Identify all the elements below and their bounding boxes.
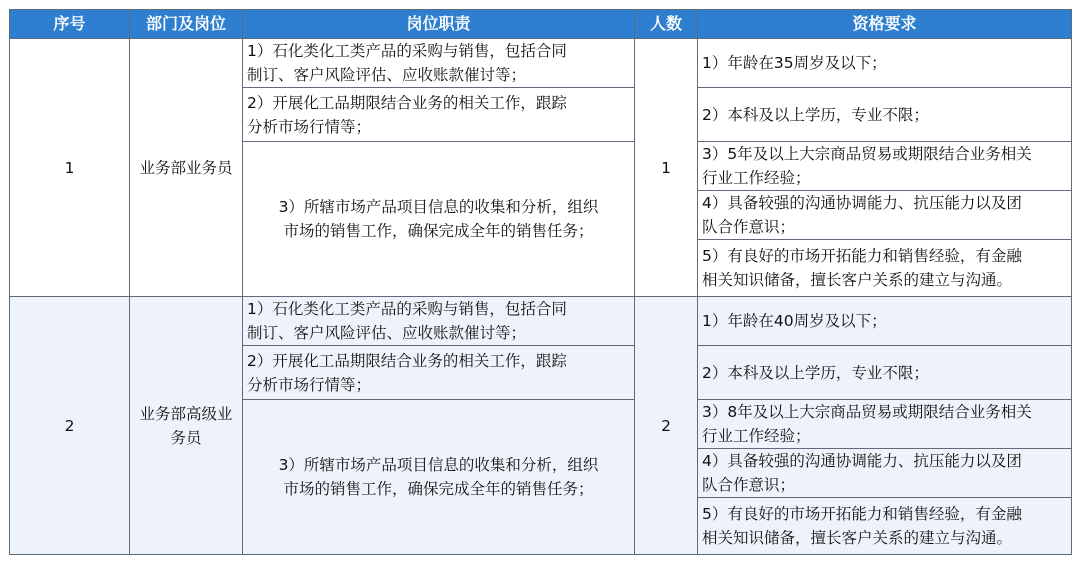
requirement-cell — [698, 240, 1072, 297]
requirement-line: 2）本科及以上学历，专业不限； — [702, 105, 929, 124]
duty-line: 1）石化类化工类产品的采购与销售，包括合同 — [247, 300, 567, 318]
duty-line: 制订、客户风险评估、应收账款催讨等； — [247, 66, 527, 84]
position-cell — [130, 297, 243, 555]
header-position: 部门及岗位 — [130, 10, 243, 39]
duty-line: 市场的销售工作，确保完成全年的销售任务； — [283, 480, 594, 498]
requirement-cell — [698, 449, 1072, 498]
duty-line: 2）开展化工品期限结合业务的相关工作，跟踪 — [247, 351, 567, 370]
requirement-line: 2）本科及以上学历，专业不限； — [702, 363, 929, 382]
requirement-cell — [698, 346, 1072, 400]
requirement-cell — [698, 297, 1072, 346]
requirement-line: 5）有良好的市场开拓能力和销售经验，有金融 — [702, 247, 1022, 265]
count-cell: 2 — [635, 297, 698, 555]
duty-cell — [243, 346, 635, 400]
seq-cell: 1 — [10, 39, 130, 297]
requirement-line: 队合作意识； — [702, 476, 796, 494]
seq-cell: 2 — [10, 297, 130, 555]
requirement-line: 相关知识储备，擅长客户关系的建立与沟通。 — [702, 529, 1013, 547]
position-line: 务员 — [170, 428, 202, 447]
requirement-line: 1）年龄在40周岁及以下； — [702, 312, 887, 330]
position-line: 业务部业务员 — [139, 158, 233, 177]
table-row — [10, 297, 1072, 346]
duty-cell — [243, 39, 635, 88]
header-count: 人数 — [635, 10, 698, 39]
duty-line: 分析市场行情等； — [247, 375, 372, 394]
duty-cell — [243, 400, 635, 555]
header-duties: 岗位职责 — [243, 10, 635, 39]
job-requirements-table — [9, 9, 1072, 555]
position-line: 业务部高级业 — [139, 404, 233, 423]
requirement-line: 4）具备较强的沟通协调能力、抗压能力以及团 — [702, 194, 1022, 212]
header-requirements: 资格要求 — [698, 10, 1072, 39]
requirement-cell — [698, 191, 1072, 240]
duty-line: 制订、客户风险评估、应收账款催讨等； — [247, 324, 527, 342]
duty-cell — [243, 297, 635, 346]
requirement-line: 行业工作经验； — [702, 169, 811, 187]
requirement-line: 相关知识储备，擅长客户关系的建立与沟通。 — [702, 271, 1013, 289]
table-row — [10, 39, 1072, 88]
requirement-cell — [698, 142, 1072, 191]
duty-cell — [243, 88, 635, 142]
requirement-line: 1）年龄在35周岁及以下； — [702, 54, 887, 72]
requirement-line: 3）5年及以上大宗商品贸易或期限结合业务相关 — [702, 145, 1032, 163]
requirement-line: 3）8年及以上大宗商品贸易或期限结合业务相关 — [702, 403, 1032, 421]
requirement-line: 行业工作经验； — [702, 427, 811, 445]
requirement-cell — [698, 39, 1072, 88]
duty-line: 3）所辖市场产品项目信息的收集和分析，组织 — [278, 456, 599, 474]
header-seq: 序号 — [10, 10, 130, 39]
requirement-cell — [698, 88, 1072, 142]
duty-cell — [243, 142, 635, 297]
requirement-line: 5）有良好的市场开拓能力和销售经验，有金融 — [702, 505, 1022, 523]
duty-line: 3）所辖市场产品项目信息的收集和分析，组织 — [278, 198, 599, 216]
requirement-line: 队合作意识； — [702, 218, 796, 236]
header-row — [10, 10, 1072, 39]
duty-line: 2）开展化工品期限结合业务的相关工作，跟踪 — [247, 93, 567, 112]
duty-line: 1）石化类化工类产品的采购与销售，包括合同 — [247, 42, 567, 60]
requirement-line: 4）具备较强的沟通协调能力、抗压能力以及团 — [702, 452, 1022, 470]
requirement-cell — [698, 498, 1072, 555]
duty-line: 市场的销售工作，确保完成全年的销售任务； — [283, 222, 594, 240]
position-cell — [130, 39, 243, 297]
requirement-cell — [698, 400, 1072, 449]
duty-line: 分析市场行情等； — [247, 117, 372, 136]
count-cell: 1 — [635, 39, 698, 297]
